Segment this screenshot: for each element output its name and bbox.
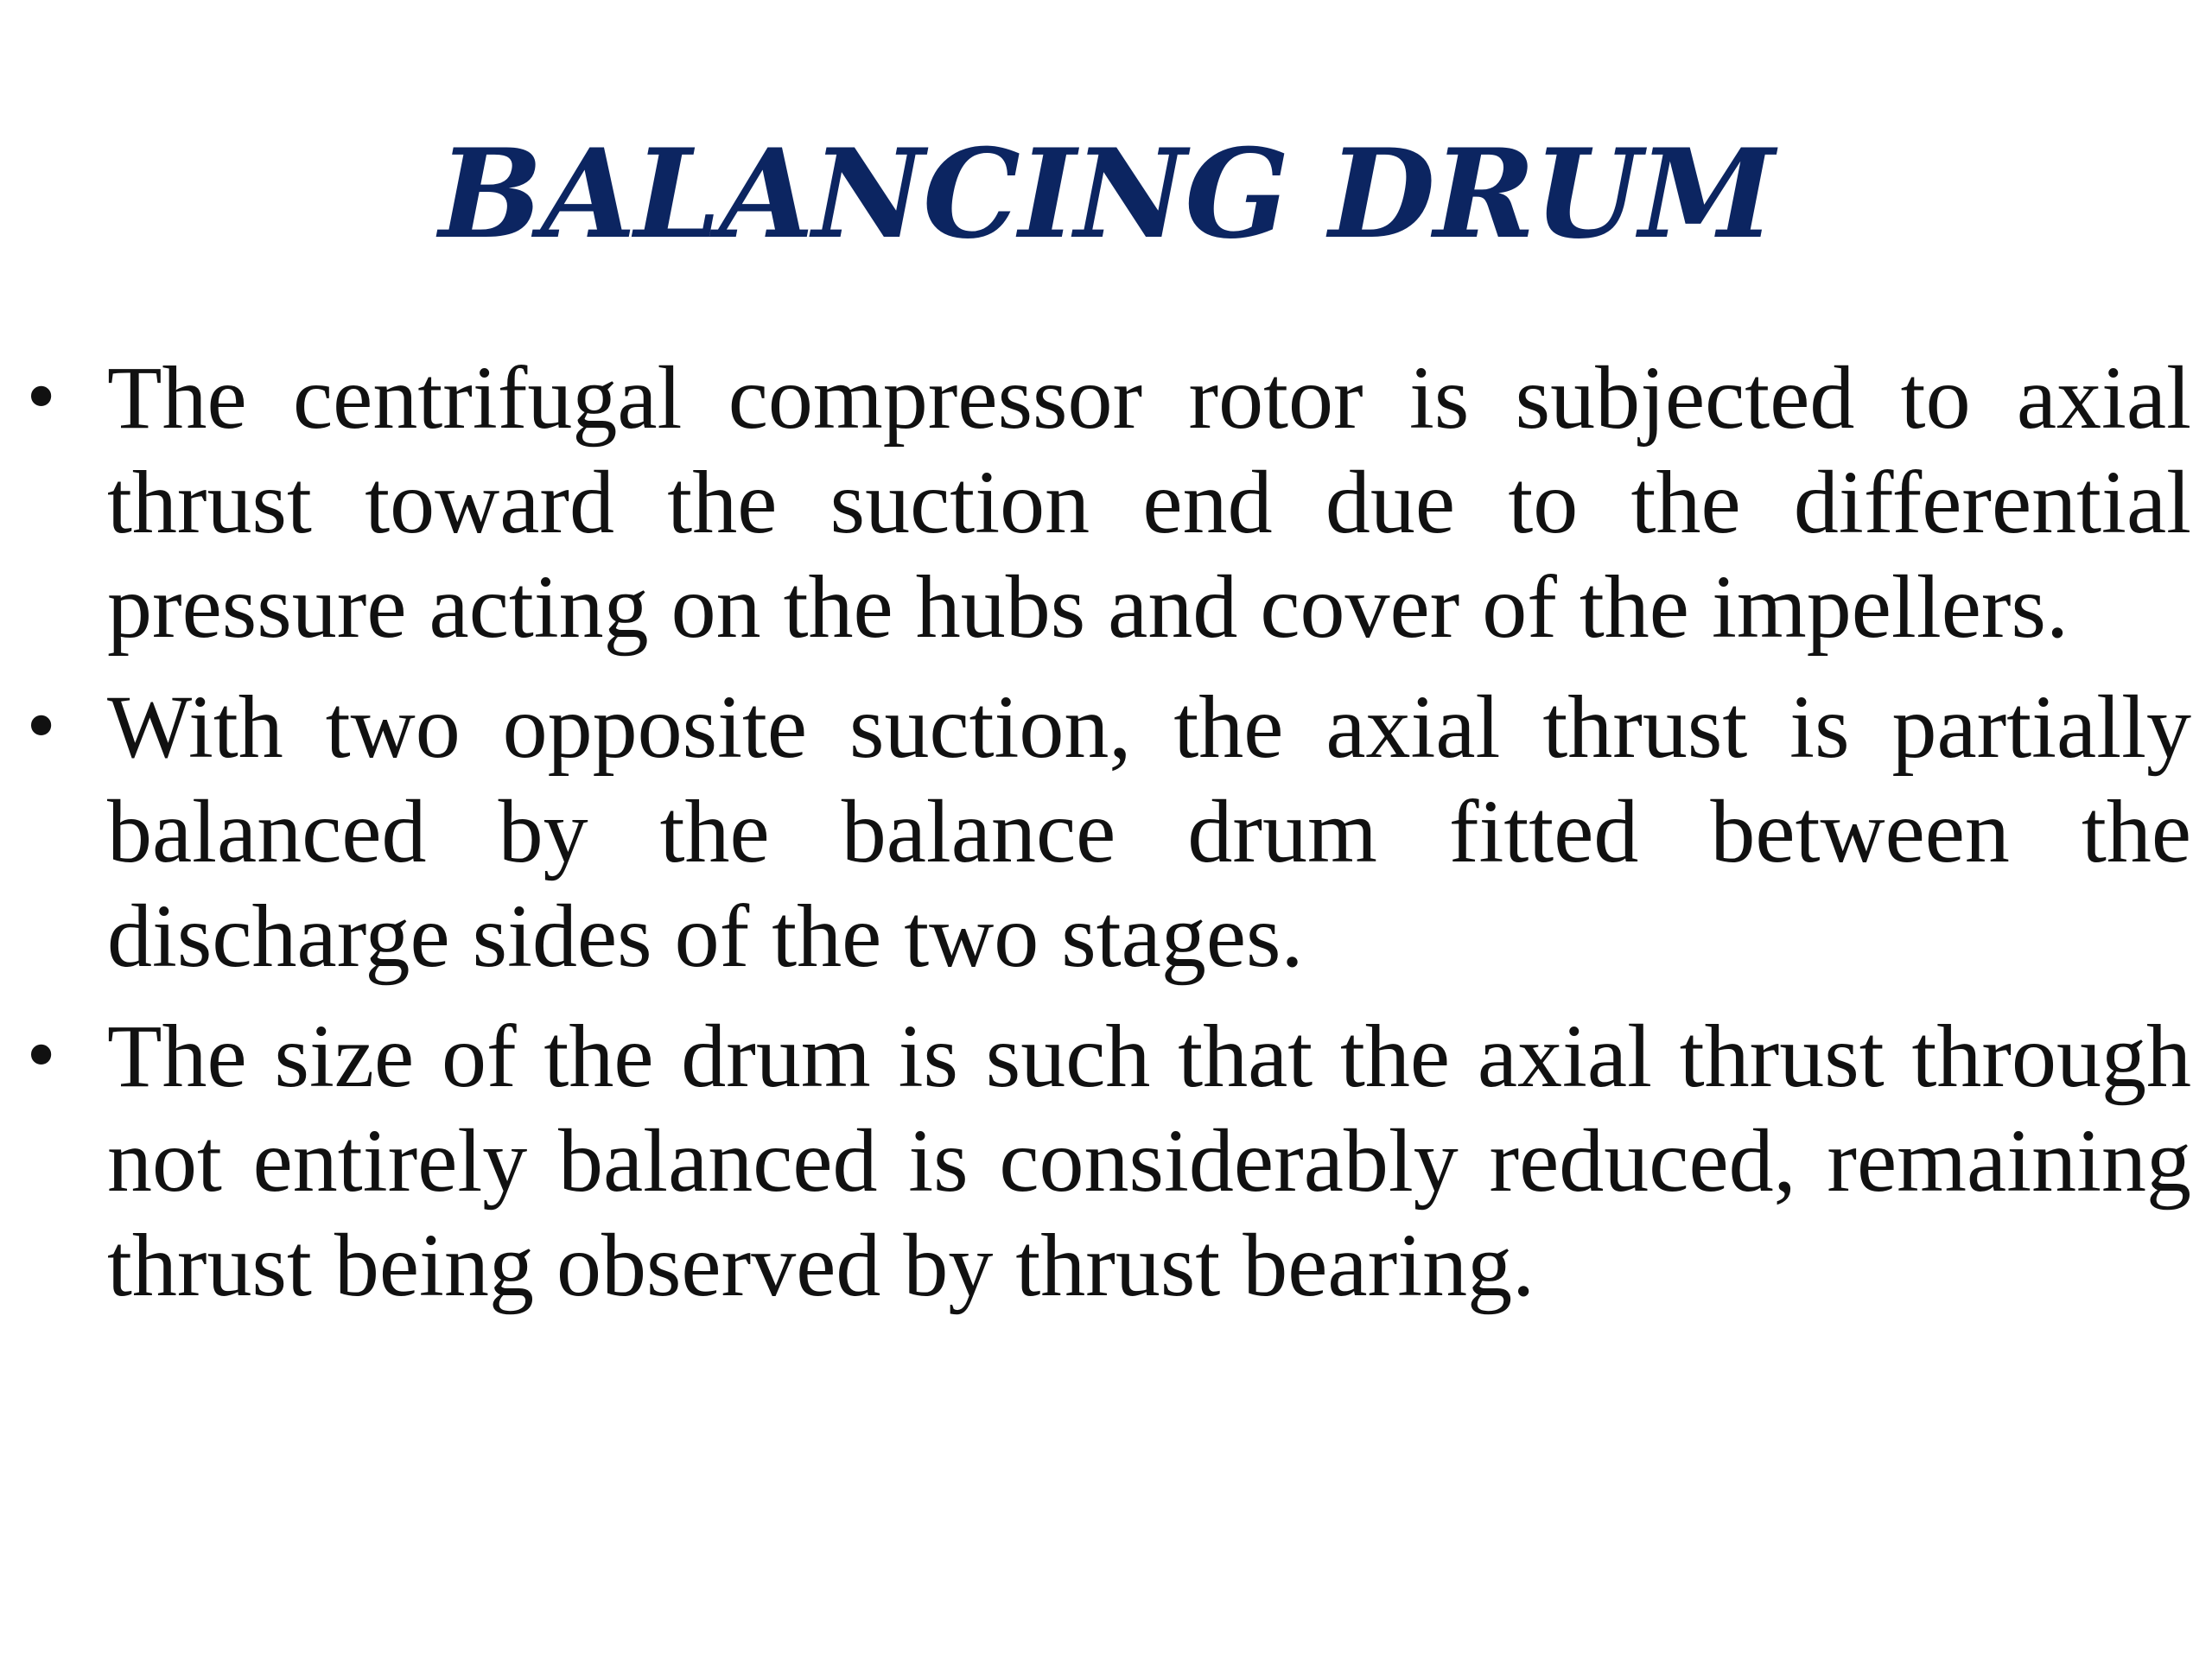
- bullet-item-3: [21, 1004, 2191, 1318]
- bullet-text: The size of the drum is such that the axial thrust through not entirely balanced is considerably reduced, remaining thrust being observed by thrust bearing.: [107, 1007, 2191, 1315]
- bullet-dot-icon: •: [21, 358, 62, 438]
- bullet-list: [0, 346, 2212, 1333]
- bullet-item-2: [21, 675, 2191, 988]
- bullet-item-1: [21, 346, 2191, 659]
- bullet-dot-icon: •: [21, 1016, 62, 1096]
- slide-title: BALANCING DRUM: [438, 123, 1774, 266]
- bullet-dot-icon: •: [21, 687, 62, 767]
- bullet-text: With two opposite suction, the axial thrust is partially balanced by the balance drum fitted between the discharge sides of the two stages.: [107, 677, 2191, 986]
- bullet-text: The centrifugal compressor rotor is subjected to axial thrust toward the suction end due to the differential pressure acting on the hubs and cover of the impellers.: [107, 348, 2191, 657]
